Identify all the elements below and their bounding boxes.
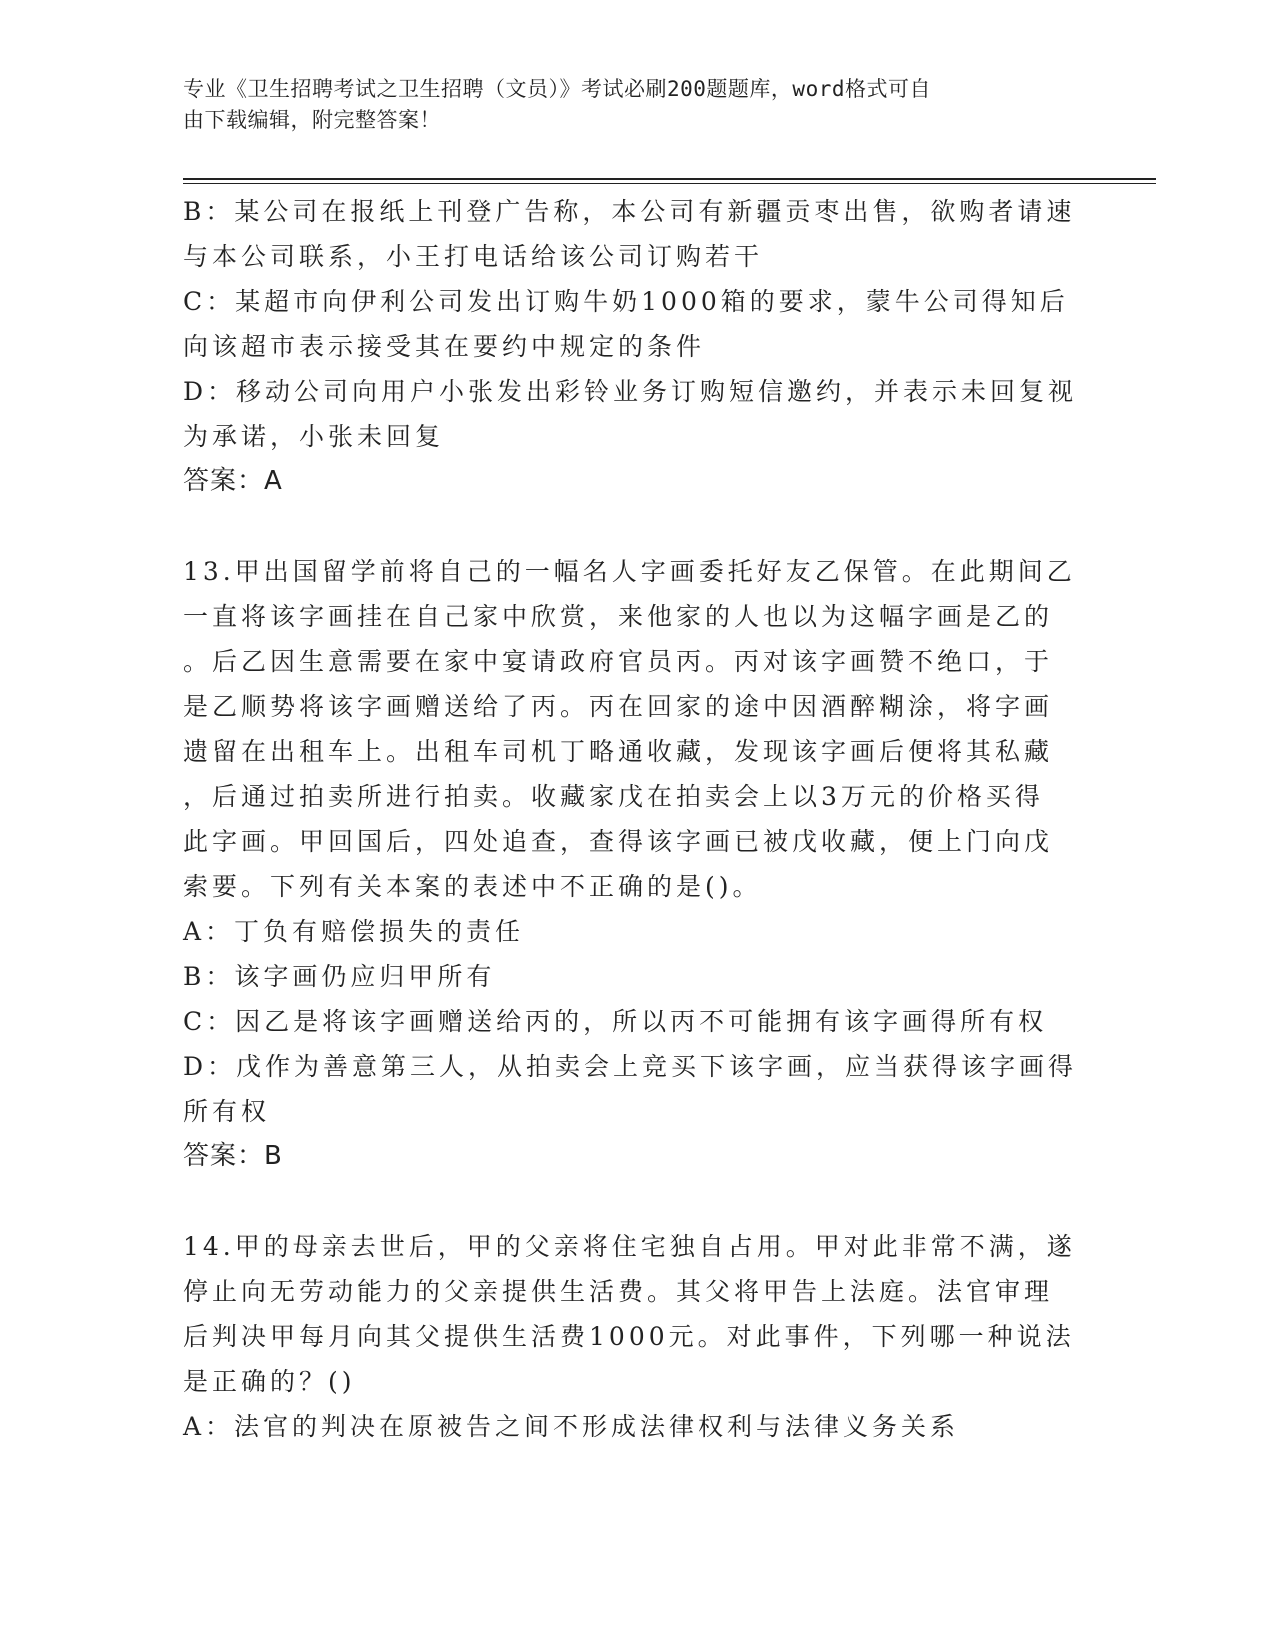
text-line: 停止向无劳动能力的父亲提供生活费。其父将甲告上法庭。法官审理 xyxy=(183,1277,1054,1306)
text-line: C：某超市向伊利公司发出订购牛奶1000箱的要求，蒙牛公司得知后 xyxy=(183,287,1069,316)
spacer xyxy=(183,504,1083,549)
option-b xyxy=(183,189,1083,279)
document-header xyxy=(183,74,1063,136)
text-line: 一直将该字画挂在自己家中欣赏，来他家的人也以为这幅字画是乙的 xyxy=(183,602,1054,631)
text-line: D：移动公司向用户小张发出彩铃业务订购短信邀约，并表示未回复视 xyxy=(183,377,1078,406)
option-c xyxy=(183,279,1083,369)
header-rule-thick xyxy=(183,178,1156,180)
text-line: D：戊作为善意第三人，从拍卖会上竞买下该字画，应当获得该字画得 xyxy=(183,1052,1078,1081)
text-line: 是正确的？() xyxy=(183,1367,356,1396)
answer-label: 答案：B xyxy=(183,1141,283,1171)
text-line: 。后乙因生意需要在家中宴请政府官员丙。丙对该字画赞不绝口，于 xyxy=(183,647,1054,676)
question-stem xyxy=(183,1224,1083,1404)
text-line: 索要。下列有关本案的表述中不正确的是()。 xyxy=(183,872,762,901)
text-line: 13.甲出国留学前将自己的一幅名人字画委托好友乙保管。在此期间乙 xyxy=(183,557,1076,586)
text-line: 此字画。甲回国后，四处追查，查得该字画已被戊收藏，便上门向戊 xyxy=(183,827,1054,856)
spacer xyxy=(183,1179,1083,1224)
option-d xyxy=(183,369,1083,459)
text-line: 为承诺，小张未回复 xyxy=(183,422,445,451)
header-line-2: 由下载编辑，附完整答案！ xyxy=(183,108,441,132)
document-body xyxy=(183,189,1083,1449)
option-d xyxy=(183,1044,1083,1134)
text-line: B：某公司在报纸上刊登广告称，本公司有新疆贡枣出售，欲购者请速 xyxy=(183,197,1076,226)
question-12 xyxy=(183,189,1083,504)
header-line-1: 专业《卫生招聘考试之卫生招聘（文员）》考试必刷200题题库，word格式可自 xyxy=(183,77,931,101)
text-line: ，后通过拍卖所进行拍卖。收藏家戊在拍卖会上以3万元的价格买得 xyxy=(183,782,1044,811)
text-line: 后判决甲每月向其父提供生活费1000元。对此事件，下列哪一种说法 xyxy=(183,1322,1075,1351)
text-line: 遗留在出租车上。出租车司机丁略通收藏，发现该字画后便将其私藏 xyxy=(183,737,1054,766)
text-line: 所有权 xyxy=(183,1097,271,1126)
answer-label: 答案：A xyxy=(183,466,283,496)
text-line: 14.甲的母亲去世后，甲的父亲将住宅独自占用。甲对此非常不满，遂 xyxy=(183,1232,1076,1261)
text-line: 是乙顺势将该字画赠送给了丙。丙在回家的途中因酒醉糊涂，将字画 xyxy=(183,692,1054,721)
header-rule-thin xyxy=(183,183,1156,184)
question-13 xyxy=(183,549,1083,1179)
option-c: C：因乙是将该字画赠送给丙的，所以丙不可能拥有该字画得所有权 xyxy=(183,1007,1048,1036)
question-14 xyxy=(183,1224,1083,1449)
option-b: B：该字画仍应归甲所有 xyxy=(183,962,496,991)
text-line: 向该超市表示接受其在要约中规定的条件 xyxy=(183,332,706,361)
text-line: 与本公司联系，小王打电话给该公司订购若干 xyxy=(183,242,764,271)
question-stem xyxy=(183,549,1083,909)
option-a: A：丁负有赔偿损失的责任 xyxy=(183,917,525,946)
option-a: A：法官的判决在原被告之间不形成法律权利与法律义务关系 xyxy=(183,1412,960,1441)
